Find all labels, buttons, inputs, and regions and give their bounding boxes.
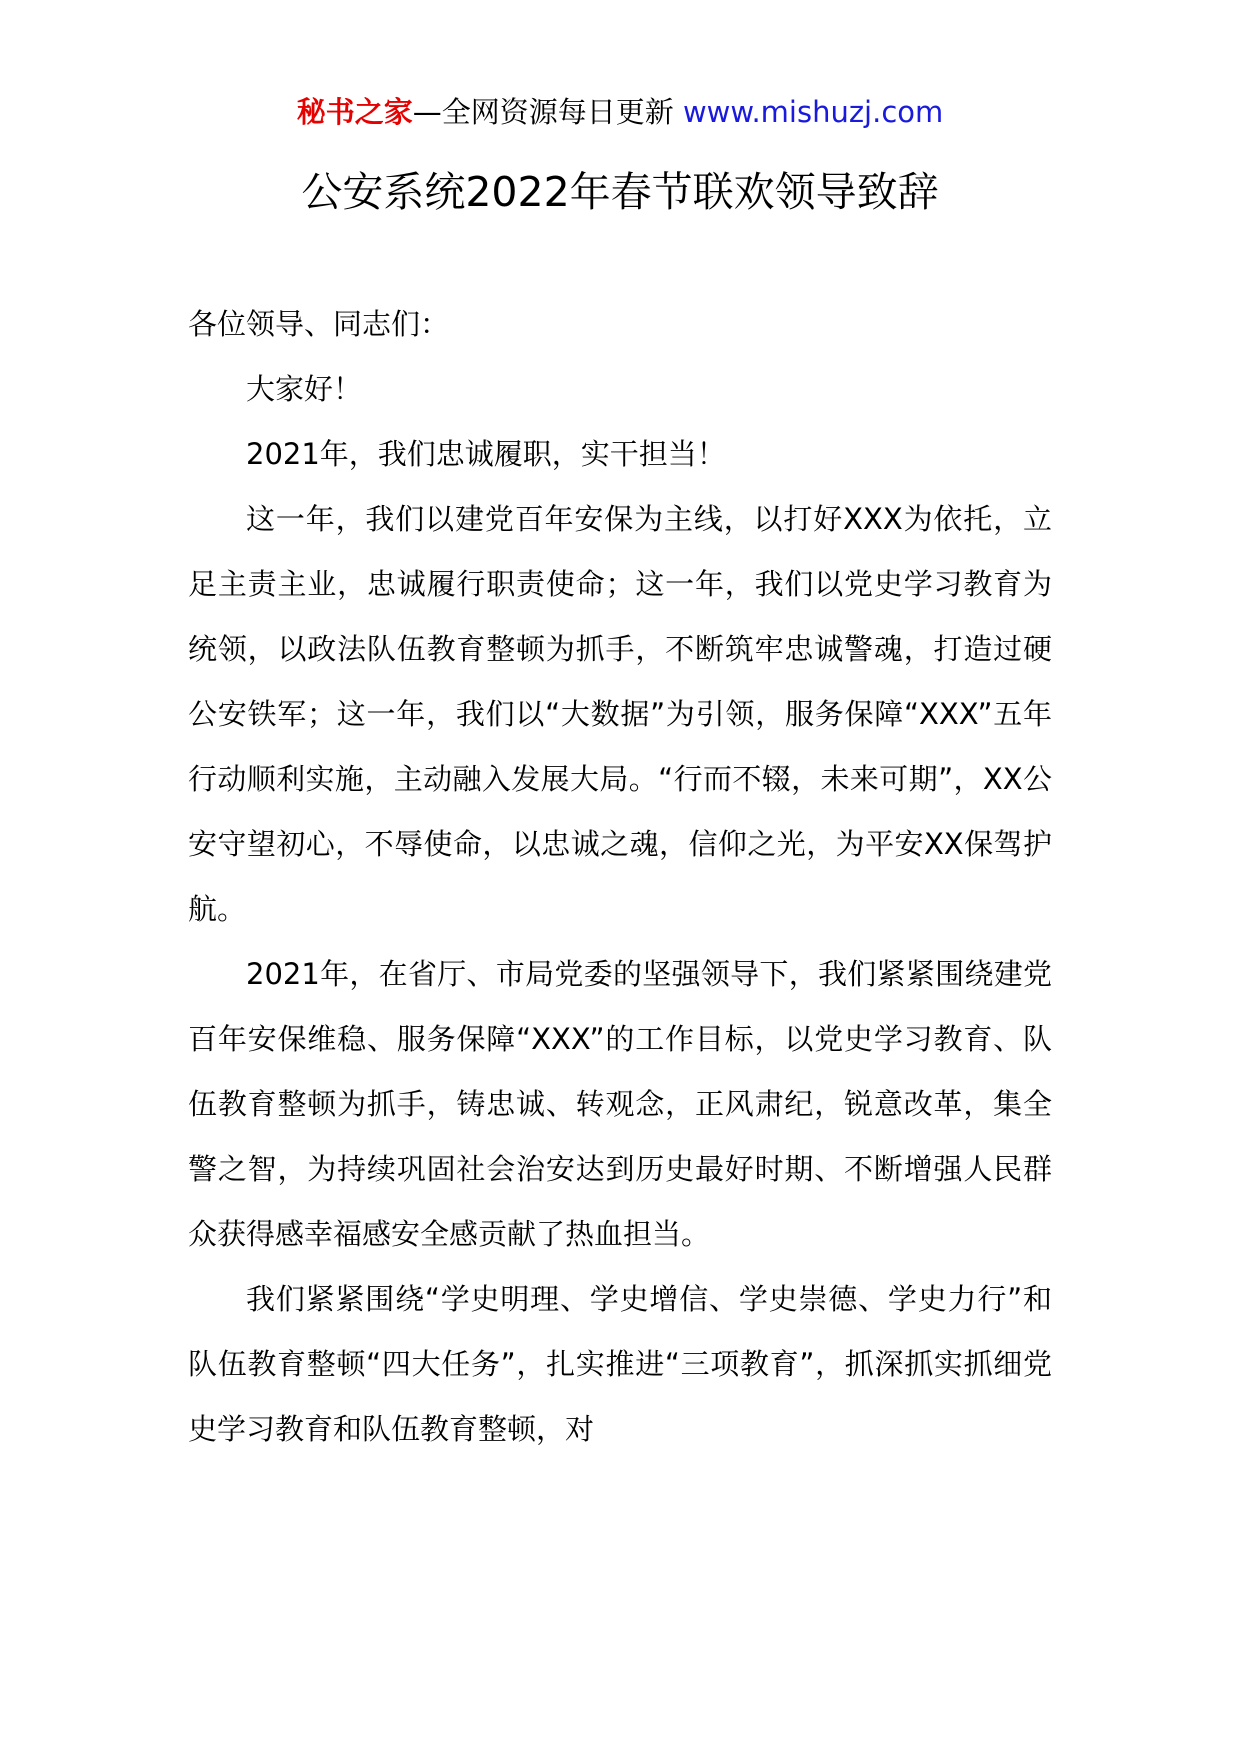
site-header: [0, 92, 1240, 132]
paragraph: 我们紧紧围绕“学史明理、学史增信、学史崇德、学史力行”和队伍教育整顿“四大任务”，扎实推进“三项教育”，抓深抓实抓细党史学习教育和队伍教育整顿，对: [188, 1282, 1052, 1446]
document-title: 公安系统2022年春节联欢领导致辞: [301, 168, 939, 216]
paragraph: 2021年，我们忠诚履职，实干担当！: [246, 437, 726, 471]
document-body: [188, 292, 1052, 1462]
paragraph: 2021年，在省厅、市局党委的坚强领导下，我们紧紧围绕建党百年安保维稳、服务保障“XXX”的工作目标，以党史学习教育、队伍教育整顿为抓手，铸忠诚、转观念，正风肃纪，锐意改革，集全警之智，为持续巩固社会治安达到历史最好时期、不断增强人民群众获得感幸福感安全感贡献了热血担当。: [188, 957, 1052, 1251]
site-tagline: —全网资源每日更新: [412, 95, 674, 129]
site-url-link[interactable]: www.mishuzj.com: [682, 95, 944, 129]
site-brand: 秘书之家: [296, 95, 413, 129]
paragraph: 这一年，我们以建党百年安保为主线，以打好XXX为依托，立足主责主业，忠诚履行职责使命；这一年，我们以党史学习教育为统领，以政法队伍教育整顿为抓手，不断筑牢忠诚警魂，打造过硬公安铁军；这一年，我们以“大数据”为引领，服务保障“XXX”五年行动顺利实施，主动融入发展大局。“行而不辍，未来可期”，XX公安守望初心，不辱使命，以忠诚之魂，信仰之光，为平安XX保驾护航。: [188, 502, 1052, 926]
salutation: 各位领导、同志们：: [188, 307, 450, 341]
paragraph: 大家好！: [246, 372, 363, 406]
